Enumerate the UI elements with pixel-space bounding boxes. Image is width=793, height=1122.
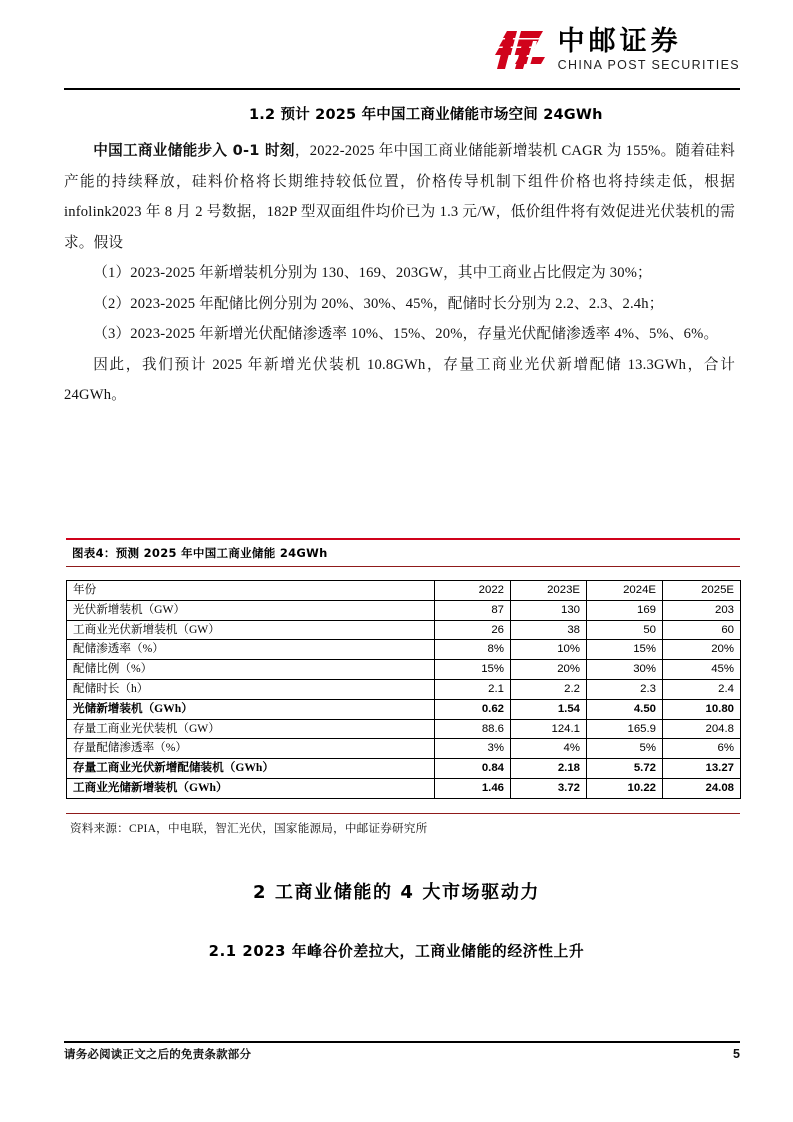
- table-row: [67, 640, 741, 660]
- cell-value: 5%: [587, 739, 663, 759]
- section-heading-2-1: 2.1 2023 年峰谷价差拉大，工商业储能的经济性上升: [208, 943, 585, 960]
- cell-value: 20%: [511, 660, 587, 680]
- cell-value: 1.46: [435, 778, 511, 798]
- cell-value: 10.80: [663, 699, 741, 719]
- cell-value: 0.84: [435, 759, 511, 779]
- column-header-year-label: 年份: [67, 581, 435, 601]
- cell-value: 88.6: [435, 719, 511, 739]
- cell-value: 45%: [663, 660, 741, 680]
- row-label: 光伏新增装机（GW）: [67, 600, 435, 620]
- exhibit-source-note: 资料来源：CPIA，中电联，智汇光伏，国家能源局，中邮证券研究所: [70, 821, 428, 835]
- paragraph-conclusion: 因此，我们预计 2025 年新增光伏装机 10.8GWh，存量工商业光伏新增配储 13.3GWh，合计 24GWh。: [64, 356, 735, 403]
- paragraph-assumption-1: （1）2023-2025 年新增装机分别为 130、169、203GW，其中工商业占比假定为 30%；: [93, 265, 652, 281]
- cell-value: 2.3: [587, 679, 663, 699]
- footer-divider: [64, 1041, 740, 1043]
- cell-value: 0.62: [435, 699, 511, 719]
- exhibit-figure-4: [66, 538, 740, 836]
- row-label: 存量工商业光伏新增配储装机（GWh）: [67, 759, 435, 779]
- cell-value: 5.72: [587, 759, 663, 779]
- brand-name-cn: 中邮证券: [557, 26, 682, 57]
- exhibit-caption: 图表4：预测 2025 年中国工商业储能 24GWh: [72, 546, 328, 560]
- column-header-2022: 2022: [435, 581, 511, 601]
- page-number: 5: [733, 1047, 740, 1061]
- cell-value: 3%: [435, 739, 511, 759]
- company-logo: [493, 28, 740, 72]
- cell-value: 6%: [663, 739, 741, 759]
- cell-value: 10%: [511, 640, 587, 660]
- table-body: [67, 581, 741, 799]
- cell-value: 20%: [663, 640, 741, 660]
- cell-value: 2.4: [663, 679, 741, 699]
- cell-value: 2.18: [511, 759, 587, 779]
- page-header: [64, 28, 740, 86]
- chapter-heading-2: 2 工商业储能的 4 大市场驱动力: [252, 882, 541, 903]
- cell-value: 50: [587, 620, 663, 640]
- document-body: [64, 100, 740, 411]
- forecast-table: [66, 580, 741, 799]
- cell-value: 4%: [511, 739, 587, 759]
- cell-value: 2.2: [511, 679, 587, 699]
- paragraph-assumption-3: （3）2023-2025 年新增光伏配储渗透率 10%、15%、20%，存量光伏配储渗透率 4%、5%、6%。: [93, 326, 719, 342]
- cell-value: 203: [663, 600, 741, 620]
- table-row: [67, 699, 741, 719]
- cell-value: 24.08: [663, 778, 741, 798]
- paragraph-intro-rest: ，2022-2025 年中国工商业储能新增装机 CAGR 为 155%。随着硅料产能的持续释放，硅料价格将长期维持较低位置，价格传导机制下组件价格也将持续走低，根据 infolink2023 年 8 月 2 号数据，182P 型双面组件均价已为 1.3 元/W，低价组件将有效促进光伏装机的需求。假设: [64, 143, 735, 251]
- cell-value: 38: [511, 620, 587, 640]
- brand-name-en: CHINA POST SECURITIES: [557, 58, 740, 73]
- table-row: [67, 759, 741, 779]
- brand-text: [558, 28, 740, 72]
- cell-value: 2.1: [435, 679, 511, 699]
- cell-value: 13.27: [663, 759, 741, 779]
- table-row: [67, 679, 741, 699]
- cell-value: 165.9: [587, 719, 663, 739]
- cell-value: 60: [663, 620, 741, 640]
- china-post-securities-logo-icon: [493, 28, 549, 72]
- exhibit-caption-rule: [66, 566, 740, 567]
- page-footer: [64, 1046, 740, 1062]
- table-row: [67, 778, 741, 798]
- cell-value: 26: [435, 620, 511, 640]
- cell-value: 15%: [587, 640, 663, 660]
- cell-value: 30%: [587, 660, 663, 680]
- table-row: [67, 719, 741, 739]
- cell-value: 1.54: [511, 699, 587, 719]
- cell-value: 4.50: [587, 699, 663, 719]
- cell-value: 15%: [435, 660, 511, 680]
- paragraph-intro-lead: 中国工商业储能步入 0-1 时刻: [93, 142, 295, 159]
- footer-disclaimer: 请务必阅读正文之后的免责条款部分: [64, 1047, 252, 1061]
- table-row: [67, 739, 741, 759]
- row-label: 光储新增装机（GWh）: [67, 699, 435, 719]
- row-label: 配储比例（%）: [67, 660, 435, 680]
- table-row: [67, 620, 741, 640]
- cell-value: 10.22: [587, 778, 663, 798]
- column-header-2023e: 2023E: [511, 581, 587, 601]
- row-label: 配储时长（h）: [67, 679, 435, 699]
- header-divider: [64, 88, 740, 90]
- table-row: [67, 660, 741, 680]
- cell-value: 169: [587, 600, 663, 620]
- table-header-row: [67, 581, 741, 601]
- paragraph-intro: [64, 136, 740, 258]
- cell-value: 124.1: [511, 719, 587, 739]
- cell-value: 87: [435, 600, 511, 620]
- cell-value: 130: [511, 600, 587, 620]
- table-row: [67, 600, 741, 620]
- row-label: 工商业光伏新增装机（GW）: [67, 620, 435, 640]
- section-heading-1-2: 1.2 预计 2025 年中国工商业储能市场空间 24GWh: [249, 107, 603, 123]
- row-label: 存量配储渗透率（%）: [67, 739, 435, 759]
- column-header-2025e: 2025E: [663, 581, 741, 601]
- row-label: 配储渗透率（%）: [67, 640, 435, 660]
- row-label: 工商业光储新增装机（GWh）: [67, 778, 435, 798]
- cell-value: 8%: [435, 640, 511, 660]
- cell-value: 204.8: [663, 719, 741, 739]
- paragraph-assumption-2: （2）2023-2025 年配储比例分别为 20%、30%、45%，配储时长分别为 2.2、2.3、2.4h；: [93, 295, 664, 312]
- row-label: 存量工商业光伏装机（GW）: [67, 719, 435, 739]
- column-header-2024e: 2024E: [587, 581, 663, 601]
- cell-value: 3.72: [511, 778, 587, 798]
